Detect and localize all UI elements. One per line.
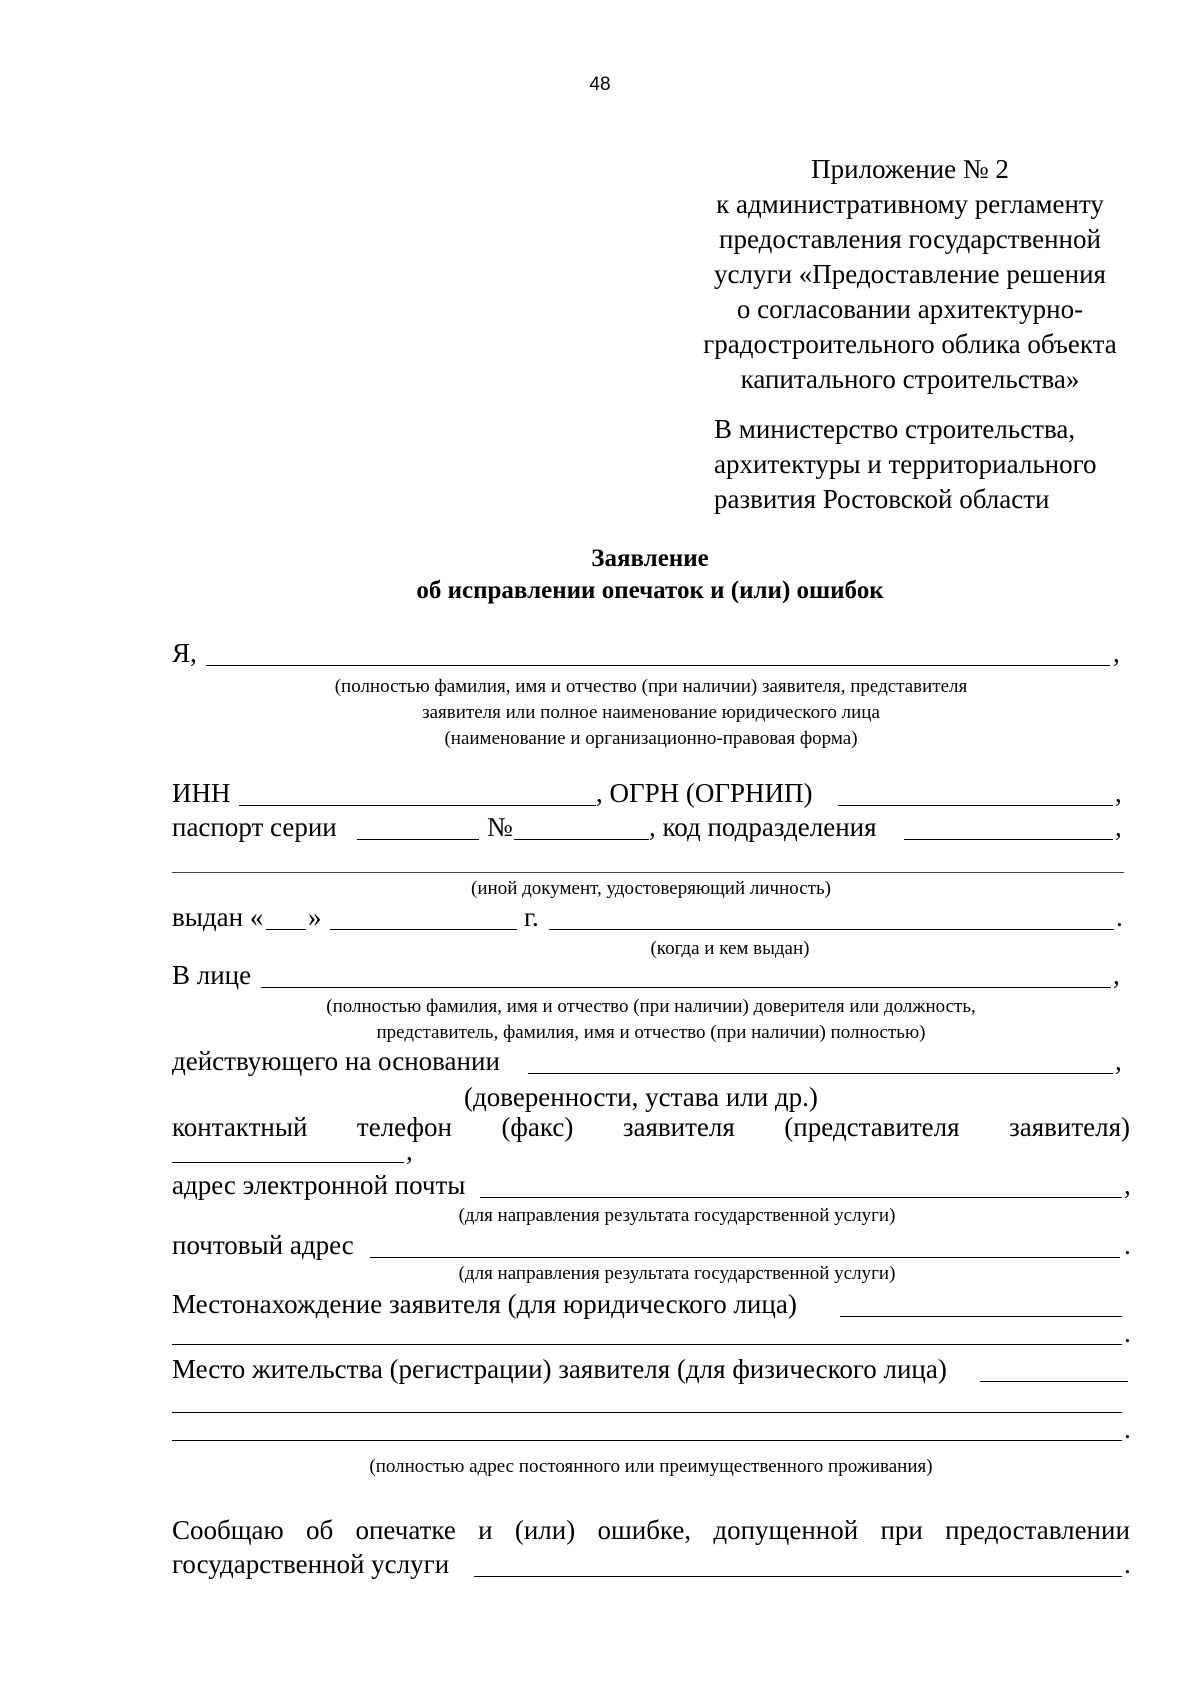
recipient-line: архитектуры и территориального [714, 449, 1097, 479]
location-dot: . [1124, 1318, 1131, 1348]
residence-row-3 [172, 1412, 1130, 1446]
appendix-line: предоставления государственной [719, 224, 1101, 254]
report-word: допущенной [713, 1515, 859, 1545]
in-person-field[interactable] [261, 987, 1111, 988]
residence-label: Место жительства (регистрации) заявителя (для физического лица) [172, 1354, 947, 1384]
other-document-field[interactable] [172, 872, 1124, 873]
report-word: при [880, 1515, 923, 1545]
number-label: № [487, 812, 513, 842]
other-doc-hint: (иной документ, удостоверяющий личность) [471, 878, 831, 899]
issued-close-quote: » [308, 902, 322, 932]
applicant-hint-2: заявителя или полное наименование юридического лица [422, 702, 880, 723]
email-comma: , [1124, 1170, 1131, 1200]
inn-field[interactable] [239, 805, 596, 806]
report-line-2-label: государственной услуги [172, 1549, 450, 1579]
ogrn-field[interactable] [838, 805, 1113, 806]
applicant-field[interactable] [206, 665, 1110, 666]
report-word: и [478, 1515, 493, 1545]
issued-row [172, 900, 1130, 934]
passport-row [172, 810, 1130, 844]
issued-dot: . [1116, 902, 1123, 932]
ogrn-label: , ОГРН (ОГРНИП) [596, 778, 813, 808]
location-row-2 [172, 1320, 1130, 1354]
basis-comma: , [1115, 1046, 1122, 1076]
title-line-1: Заявление [591, 545, 709, 572]
passport-label: паспорт серии [172, 812, 337, 842]
email-field[interactable] [480, 1197, 1122, 1198]
postal-dot: . [1124, 1230, 1131, 1260]
report-word: (или) [514, 1515, 576, 1545]
recipient-line: В министерство строительства, [714, 414, 1076, 444]
phone-row [172, 1110, 1130, 1144]
location-field-2[interactable] [172, 1344, 1122, 1345]
appendix-line: Приложение № 2 [811, 154, 1009, 184]
recipient-block [714, 412, 1154, 517]
title-line-2: об исправлении опечаток и (или) ошибок [416, 577, 884, 604]
postal-hint: (для направления результата государственной услуги) [458, 1263, 896, 1284]
report-dot: . [1124, 1549, 1131, 1579]
passport-series-field[interactable] [357, 839, 479, 840]
appendix-line: к административному регламенту [716, 189, 1104, 219]
report-word: Сообщаю [172, 1515, 284, 1545]
in-person-label: В лице [172, 960, 252, 990]
phone-word: заявителя) [1009, 1112, 1130, 1142]
recipient-line: развития Ростовской области [714, 484, 1050, 514]
in-person-comma: , [1113, 960, 1120, 990]
document-title [0, 543, 1200, 607]
email-row [172, 1168, 1130, 1202]
error-description-field[interactable] [474, 1576, 1122, 1577]
issued-month-field[interactable] [330, 929, 517, 930]
issued-hint: (когда и кем выдан) [650, 938, 810, 959]
residence-field-3[interactable] [172, 1440, 1122, 1441]
residence-field[interactable] [980, 1381, 1128, 1382]
residence-dot: . [1124, 1414, 1131, 1444]
ogrn-comma: , [1115, 778, 1122, 808]
phone-comma: , [406, 1136, 413, 1166]
postal-label: почтовый адрес [172, 1230, 354, 1260]
in-person-row [172, 958, 1130, 992]
basis-field[interactable] [528, 1073, 1113, 1074]
postal-field[interactable] [370, 1257, 1120, 1258]
report-word: об [305, 1515, 334, 1545]
phone-word: контактный [172, 1112, 308, 1142]
location-label: Местонахождение заявителя (для юридического лица) [172, 1289, 797, 1319]
location-field[interactable] [840, 1316, 1122, 1317]
basis-row [172, 1044, 1130, 1078]
ya-label: Я, [172, 638, 197, 668]
phone-field[interactable] [172, 1162, 404, 1163]
inn-label: ИНН [172, 778, 231, 808]
appendix-line: капитального строительства» [740, 364, 1080, 394]
passport-comma: , [1115, 812, 1122, 842]
issued-by-field[interactable] [549, 929, 1114, 930]
location-row [172, 1287, 1130, 1321]
email-hint: (для направления результата государственной услуги) [458, 1205, 896, 1226]
report-word: предоставлении [945, 1515, 1130, 1545]
phone-word: (представителя [784, 1112, 960, 1142]
basis-hint: (доверенности, устава или др.) [464, 1082, 818, 1112]
report-row [172, 1513, 1130, 1547]
in-person-hint-2: представитель, фамилия, имя и отчество (при наличии) полностью) [376, 1022, 926, 1043]
passport-number-field[interactable] [514, 839, 649, 840]
in-person-hint-1: (полностью фамилия, имя и отчество (при наличии) доверителя или должность, [326, 996, 976, 1017]
appendix-block [690, 152, 1130, 397]
report-row-2 [172, 1547, 1130, 1581]
phone-word: телефон [356, 1112, 452, 1142]
code-label: , код подразделения [649, 812, 877, 842]
basis-label: действующего на основании [172, 1046, 500, 1076]
applicant-row [172, 636, 1130, 670]
inn-row [172, 776, 1130, 810]
issued-label: выдан « [172, 902, 264, 932]
phone-word: (факс) [501, 1112, 574, 1142]
appendix-line: услуги «Предоставление решения [714, 259, 1106, 289]
report-word: ошибке, [597, 1515, 692, 1545]
email-label: адрес электронной почты [172, 1170, 466, 1200]
report-word: опечатке [355, 1515, 456, 1545]
residence-hint: (полностью адрес постоянного или преимущественного проживания) [369, 1456, 933, 1477]
issued-day-field[interactable] [266, 929, 306, 930]
division-code-field[interactable] [904, 839, 1113, 840]
appendix-line: о согласовании архитектурно- [736, 294, 1084, 324]
phone-word: заявителя [622, 1112, 735, 1142]
applicant-hint-1: (полностью фамилия, имя и отчество (при наличии) заявителя, представителя [334, 676, 968, 697]
year-label: г. [524, 902, 539, 932]
residence-row [172, 1352, 1130, 1386]
applicant-hint-3: (наименование и организационно-правовая форма) [444, 728, 858, 749]
appendix-line: градостроительного облика объекта [703, 329, 1117, 359]
page-number: 48 [589, 74, 611, 95]
postal-row [172, 1228, 1130, 1262]
applicant-comma: , [1113, 638, 1120, 668]
